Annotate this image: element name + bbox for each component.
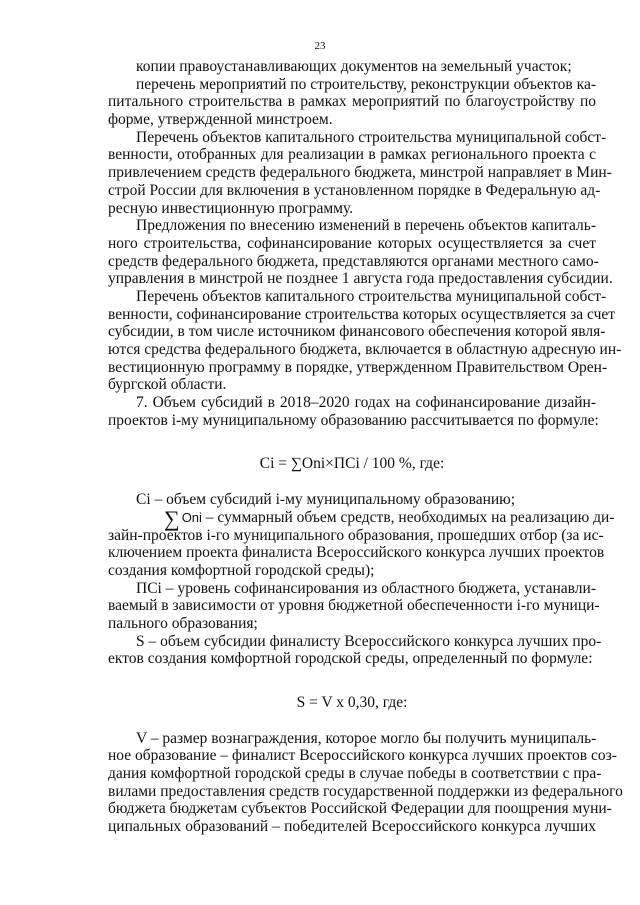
- page-number: 23: [314, 40, 326, 52]
- text-line: венности, софинансирование строительства которых осуществляется за счет: [108, 305, 616, 323]
- document-body: [108, 58, 623, 836]
- text-line: S – объем субсидии финалисту Всероссийского конкурса лучших про-: [136, 632, 602, 650]
- text-line: V – размер вознаграждения, которое могло бы получить муниципаль-: [136, 729, 597, 747]
- text-line: ключением проекта финалиста Всероссийского конкурса лучших проектов: [108, 544, 605, 562]
- text-line: Предложения по внесению изменений в перечень объектов капиталь-: [136, 217, 596, 235]
- text-line: зайн-проектов i-го муниципального образования, прошедших отбор (за ис-: [108, 526, 604, 544]
- text-line: бургской области.: [108, 376, 227, 394]
- text-line: копии правоустанавливающих документов на земельный участок;: [136, 58, 572, 75]
- text-line: [108, 505, 615, 531]
- text-line: Ci – объем субсидий i-му муниципальному образованию;: [136, 491, 516, 509]
- text-line: ного строительства, софинансирование которых осуществляется за счет: [108, 234, 596, 252]
- text-line: строй России для включения в установленном порядке в Федеральную ад-: [108, 181, 601, 199]
- text-line: вилами предоставления средств государственной поддержки из федерального: [108, 782, 623, 800]
- text-line: Перечень объектов капитального строительства муниципальной собст-: [136, 287, 607, 305]
- text-line: управления в минстрой не позднее 1 августа года предоставления субсидии.: [108, 270, 613, 288]
- text-line: Перечень объектов капитального строительства муниципальной собст-: [136, 128, 607, 146]
- text-line: субсидии, в том числе источником финансового обеспечения которой явля-: [108, 323, 606, 341]
- text-line: создания комфортной городской среды);: [108, 561, 375, 579]
- sum-symbol: ∑: [164, 505, 180, 531]
- text-line: венности, отобранных для реализации в рамках регионального проекта с: [108, 146, 596, 164]
- formula-ci: Ci = ∑Oni×ПCi / 100 %, где:: [259, 455, 445, 473]
- text-line: пального образования;: [108, 614, 258, 632]
- text-line: ПCi – уровень софинансирования из областного бюджета, устанавли-: [136, 579, 596, 597]
- text-line: бюджета бюджетам субъектов Российской Федерации для поощрения муни-: [108, 800, 612, 818]
- text-line: ваемый в зависимости от уровня бюджетной обеспеченности i-го муници-: [108, 597, 600, 615]
- text-line: перечень мероприятий по строительству, реконструкции объектов ка-: [136, 75, 596, 93]
- text-line: проектов i-му муниципальному образованию рассчитывается по формуле:: [108, 411, 599, 429]
- text-line: ресную инвестиционную программу.: [108, 199, 354, 217]
- text-line: привлечением средств федерального бюджета, минстрой направляет в Мин-: [108, 164, 612, 182]
- sum-definition-text: – суммарный объем средств, необходимых на реализацию ди-: [201, 508, 615, 526]
- formula-s: S = V x 0,30, где:: [296, 694, 408, 711]
- text-line: 7. Объем субсидий в 2018–2020 годах на софинансирование дизайн-: [136, 394, 596, 412]
- text-line: ектов создания комфортной городской среды, определенный по формуле:: [108, 650, 593, 668]
- text-line: вестиционную программу в порядке, утвержденном Правительством Орен-: [108, 358, 608, 376]
- sum-variable: Oni: [181, 509, 202, 525]
- text-line: дания комфортной городской среды в случае победы в соответствии с пра-: [108, 765, 602, 783]
- text-line: ются средства федерального бюджета, включается в областную адресную ин-: [108, 341, 622, 358]
- text-line: ное образование – финалист Всероссийского конкурса лучших проектов соз-: [108, 747, 617, 765]
- text-line: форме, утвержденной минстроем.: [108, 111, 333, 129]
- text-line: средств федерального бюджета, представляются органами местного само-: [108, 252, 599, 270]
- text-line: питального строительства в рамках мероприятий по благоустройству по: [108, 93, 596, 111]
- text-line: ципальных образований – победителей Всероссийского конкурса лучших: [108, 818, 596, 836]
